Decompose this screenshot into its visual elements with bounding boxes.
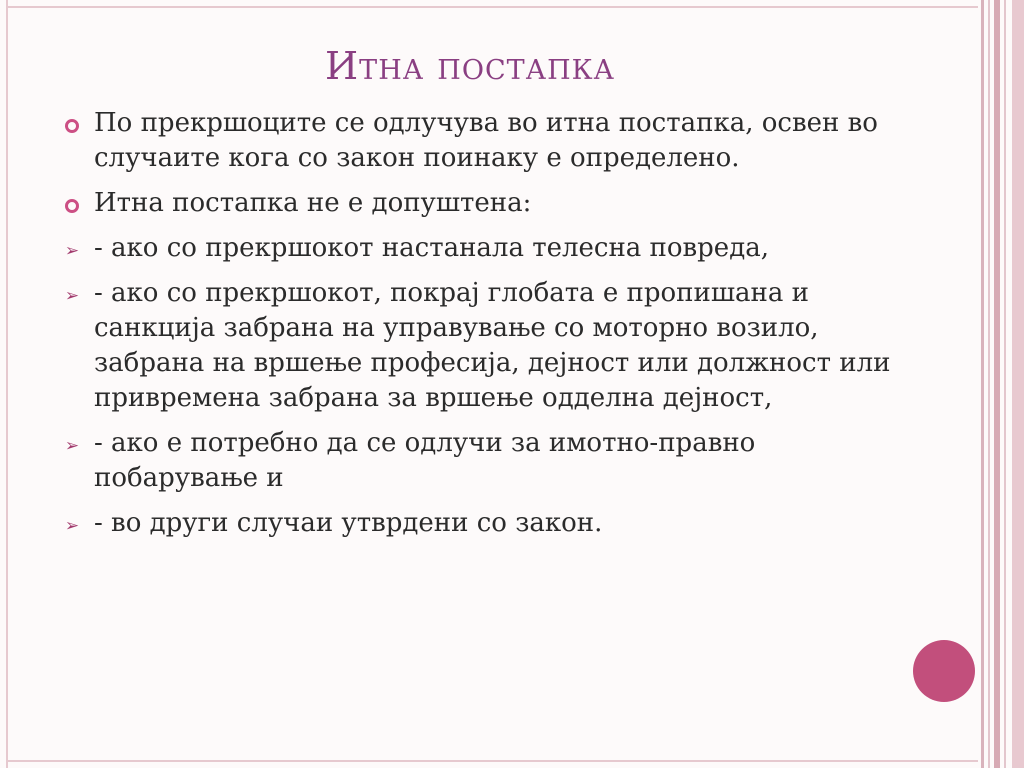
slide-title: Итна постапка: [325, 44, 615, 88]
arrow-bullet-icon: ➢: [64, 241, 80, 261]
bullet-text: По прекршоците се одлучува во итна постапка, освен во случаите кога со закон поинаку е определено.: [94, 108, 878, 173]
arrow-bullet-icon: ➢: [64, 516, 80, 536]
arrow-bullet-icon: ➢: [64, 436, 80, 456]
list-item: [62, 426, 902, 496]
bullet-text: - ако со прекршокот, покрај глобата е пропишана и санкција забрана на управување со моторно возило, забрана на вршење професија, дејност или должност или привремена забрана за вршење одделна дејност,: [94, 278, 891, 413]
circle-bullet-icon: [62, 196, 82, 216]
decorative-stripes: [980, 0, 1024, 768]
list-item: [62, 186, 902, 221]
circle-bullet-icon: [62, 116, 82, 136]
stripe: [988, 0, 990, 768]
stripe: [981, 0, 984, 768]
list-item: [62, 506, 902, 541]
list-item: [62, 231, 902, 266]
stripe: [1004, 0, 1006, 768]
top-border-line: [6, 6, 978, 8]
left-border-line: [6, 0, 8, 768]
arrow-bullet-icon: ➢: [64, 286, 80, 306]
list-item: [62, 106, 902, 176]
decorative-circle-icon: [913, 640, 975, 702]
stripe: [1012, 0, 1024, 768]
bullet-list: [62, 106, 902, 551]
list-item: [62, 276, 902, 416]
bullet-text: - во други случаи утврдени со закон.: [94, 508, 603, 538]
bullet-text: - ако со прекршокот настанала телесна повреда,: [94, 233, 769, 263]
stripe: [994, 0, 1000, 768]
bullet-text: Итна постапка не е допуштена:: [94, 188, 532, 218]
bottom-border-line: [6, 760, 978, 762]
bullet-text: - ако е потребно да се одлучи за имотно-правно побарување и: [94, 428, 756, 493]
